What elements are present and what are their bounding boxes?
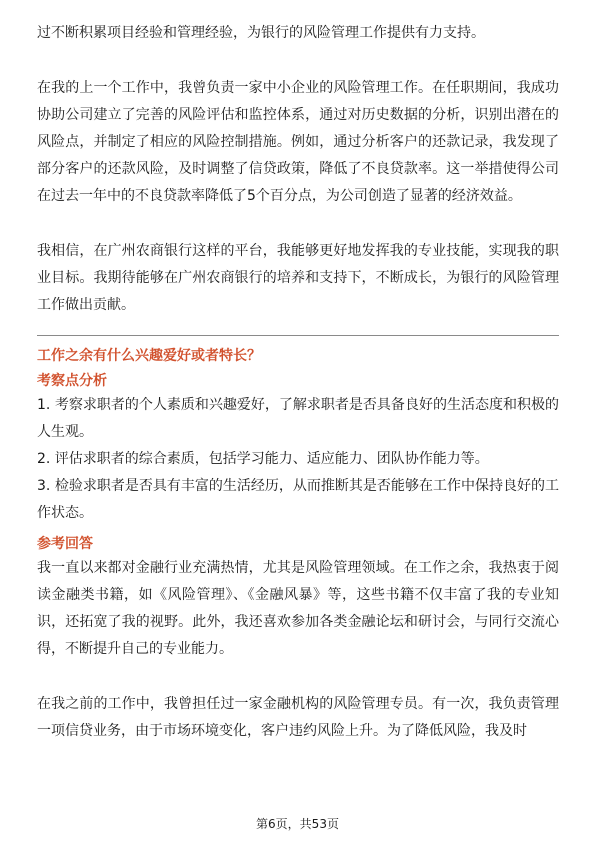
analysis-heading: 考察点分析 [37,373,107,389]
answer-paragraph-experience: 在我之前的工作中，我曾担任过一家金融机构的风险管理专员。有一次，我负责管理一项信贷业务，由于市场环境变化，客户违约风险上升。为了降低风险，我及时 [37,696,559,739]
analysis-item: 3. 检验求职者是否具有丰富的生活经历，从而推断其是否能够在工作中保持良好的工作状态。 [37,478,559,521]
paragraph-previous-job: 在我的上一个工作中，我曾负责一家中小企业的风险管理工作。在任职期间，我成功协助公司建立了完善的风险评估和监控体系，通过对历史数据的分析，识别出潜在的风险点，并制定了相应的风险控制措施。例如，通过分析客户的还款记录，我发现了部分客户的还款风险，及时调整了信贷政策，降低了不良贷款率。这一举措使得公司在过去一年中的不良贷款率降低了5个百分点，为公司创造了显著的经济效益。 [37,80,559,204]
section-divider [37,335,559,336]
paragraph-career-goal: 我相信，在广州农商银行这样的平台，我能够更好地发挥我的专业技能，实现我的职业目标。我期待能够在广州农商银行的培养和支持下，不断成长，为银行的风险管理工作做出贡献。 [37,243,559,313]
paragraph-intro-continuation: 过不断积累项目经验和管理经验，为银行的风险管理工作提供有力支持。 [37,25,485,41]
question-heading: 工作之余有什么兴趣爱好或者特长？ [37,348,261,364]
analysis-item: 2. 评估求职者的综合素质，包括学习能力、适应能力、团队协作能力等。 [37,451,489,467]
page-content [37,20,559,745]
page-number: 第6页，共53页 [256,817,339,831]
answer-heading: 参考回答 [37,536,93,552]
answer-paragraph-interests: 我一直以来都对金融行业充满热情，尤其是风险管理领域。在工作之余，我热衷于阅读金融类书籍，如《风险管理》、《金融风暴》等，这些书籍不仅丰富了我的专业知识，还拓宽了我的视野。此外，我还喜欢参加各类金融论坛和研讨会，与同行交流心得，不断提升自己的专业能力。 [37,560,559,657]
analysis-item: 1. 考察求职者的个人素质和兴趣爱好，了解求职者是否具备良好的生活态度和积极的人生观。 [37,397,559,440]
